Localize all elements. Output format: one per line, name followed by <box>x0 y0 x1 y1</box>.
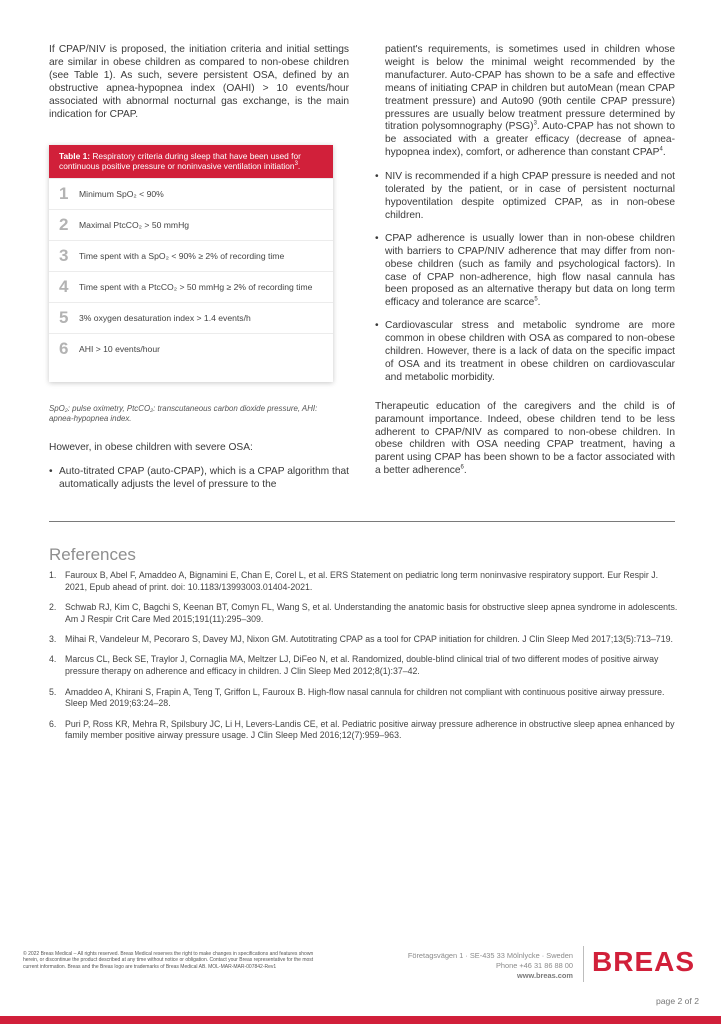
breas-logo: BREAS <box>592 946 696 977</box>
bullet-cardiovascular: • Cardiovascular stress and metabolic syndrome are more common in obese children with OSA as compared to non-obese children. However, there is a lack of data on the specific impact of OSA and its treatment in obese children on cardiovascular and metabolic morbidity. <box>375 320 675 385</box>
footer-website-link[interactable]: www.breas.com <box>517 971 573 980</box>
footer-contact <box>408 951 573 981</box>
bullet-list <box>49 466 349 492</box>
row-text: AHI > 10 events/hour <box>79 344 160 354</box>
table-title-text: Respiratory criteria during sleep that have been used for continuous positive pressure or noninvasive ventilation initiation <box>59 151 301 172</box>
reference-text: Marcus CL, Beck SE, Traylor J, Cornaglia MA, Meltzer LJ, DiFeo N, et al. Randomized, double-blind clinical trial of two different modes of positive airway pressure therapy on adherence and efficacy in children. J Clin Sleep Med 2012;8(1):37–42. <box>65 654 659 677</box>
reference-number: 2. <box>49 602 57 613</box>
citation-ref: 3 <box>533 121 537 128</box>
footer-legal-text: © 2022 Breas Medical – All rights reserved. Breas Medical reserves the right to make changes in specifications and features shown herein, or discontinue the product described at any time without notice or obligation. Contact your Breas representative for the most current information. Breas and the Breas logo are trademarks of Breas Medical AB. MOL-MAR-MAR-007842-Rev1 <box>23 951 314 970</box>
row-number: 6 <box>59 339 69 358</box>
row-number: 5 <box>59 308 69 327</box>
bullet-niv: • NIV is recommended if a high CPAP pressure is needed and not tolerated by the patient, or in case of persistent nocturnal hypoventilation despite optimized CPAP, as in non-obese children. <box>375 171 675 223</box>
bullet-text: patient's requirements, is sometimes used in children whose weight is below the minimal weight recommended by the manufacturer. Auto-CPAP has shown to be a safe and effective means of initiating CPAP in children but autoMean (mean CPAP treatment pressure) and Auto90 (90th centile CPAP pressure) pressures are usually below treatment pressure determined by titration polysomnography (PSG) <box>385 44 675 133</box>
reference-item <box>49 602 679 626</box>
closing-text: . <box>463 465 467 477</box>
row-number: 1 <box>59 184 69 203</box>
bullet-list <box>375 171 675 385</box>
row-text: 3% oxygen desaturation index > 1.4 events/h <box>79 313 251 323</box>
row-text: Time spent with a PtcCO₂ > 50 mmHg ≥ 2% of recording time <box>79 282 313 292</box>
footer-divider <box>583 946 584 982</box>
table-title: Table 1: Respiratory criteria during sleep that have been used for continuous positive pressure or noninvasive ventilation initiation$^3$. <box>49 145 333 178</box>
table-row <box>49 209 333 240</box>
bullet-text: . <box>537 297 541 309</box>
reference-item <box>49 687 679 711</box>
reference-text: Fauroux B, Abel F, Amaddeo A, Bignamini E, Chan E, Corel L, et al. ERS Statement on pediatric long term noninvasive respiratory support. Eur Respir J. 2021, Epub ahead of print. doi: 10.1183/13993003.01404-2021. <box>65 570 659 592</box>
table-title-ref: 3 <box>294 161 298 168</box>
reference-item <box>49 634 679 646</box>
closing-paragraph <box>375 401 675 478</box>
reference-text: Schwab RJ, Kim C, Bagchi S, Keenan BT, Comyn FL, Wang S, et al. Understanding the anatomic basis for obstructive sleep apnea syndrome in adolescents. Am J Respir Crit Care Med 2015;191(11):295–309. <box>65 602 678 624</box>
reference-item <box>49 654 679 678</box>
table-row <box>49 240 333 271</box>
obese-severe-intro: However, in obese children with severe OSA: <box>49 442 253 453</box>
row-text: Maximal PtcCO₂ > 50 mmHg <box>79 220 190 230</box>
row-text: Minimum SpO₂ < 90% <box>79 189 164 199</box>
left-column-lower <box>49 442 349 502</box>
row-number: 2 <box>59 215 69 234</box>
reference-text: Puri P, Ross KR, Mehra R, Spilsbury JC, Li H, Levers-Landis CE, et al. Pediatric positive airway pressure adherence in obstructive sleep apnea enhanced by family member positive airway pressure usage. J Clin Sleep Med 2016;12(7):959–963. <box>65 718 675 741</box>
bullet-adherence <box>375 233 675 310</box>
table-footnote: SpO₂: pulse oximetry, PtcCO₂: transcutaneous carbon dioxide pressure, AHI: apnea-hypopnea index. <box>49 404 318 423</box>
citation-ref: 5 <box>534 296 538 303</box>
citation-ref: 6 <box>460 464 464 471</box>
bullet-text: CPAP adherence is usually lower than in non-obese children with barriers to CPAP/NIV adherence that may differ from non-obese children (such as family and psychological factors). In case of CPAP non-adherence, high flow nasal cannula has been proposed as an alternative therapy but data on long term efficacy and tolerance are scarce <box>385 232 675 309</box>
table-row <box>49 302 333 333</box>
table-row <box>49 333 333 364</box>
reference-number: 4. <box>49 654 57 665</box>
bullet-text: . <box>662 147 666 159</box>
page-number: page 2 of 2 <box>655 996 699 1006</box>
references-list <box>49 570 679 751</box>
reference-number: 6. <box>49 718 57 729</box>
bullet-text: . Auto-CPAP has not shown to be associated with a greater efficacy (decrease of apnea-hypopnea index), comfort, or adherence than constant CPAP <box>385 121 675 159</box>
intro-paragraph: If CPAP/NIV is proposed, the initiation criteria and initial settings are similar in obese children as compared to non-obese children (see Table 1). As such, severe persistent OSA, defined by an obstructive apnea-hypopnea index (OAHI) > 10 events/hour associated with abnormal nocturnal gas exchange, is the main indication for CPAP. <box>49 44 349 120</box>
section-divider <box>49 521 675 522</box>
table-row <box>49 271 333 302</box>
row-number: 4 <box>59 277 69 296</box>
reference-text: Amaddeo A, Khirani S, Frapin A, Teng T, Griffon L, Fauroux B. High-flow nasal cannula for children not compliant with continuous positive airway pressure. Sleep Med 2019;63:24–28. <box>65 686 665 709</box>
table-title-label: Table 1: <box>59 151 91 161</box>
footer-phone: Phone +46 31 86 88 00 <box>495 961 573 970</box>
left-column <box>49 44 349 132</box>
reference-item <box>49 570 679 594</box>
bottom-accent-bar <box>0 1016 721 1024</box>
reference-number: 3. <box>49 634 57 645</box>
bullet-auto-cpap-continued <box>375 44 675 160</box>
reference-number: 5. <box>49 686 57 697</box>
row-text: Time spent with a SpO₂ < 90% ≥ 2% of recording time <box>79 251 285 261</box>
closing-text: Therapeutic education of the caregivers and the child is of paramount importance. Indeed, obese children tend to be less adherent to CPAP/NIV as compared to non-obese children. In obese children with OSA needing CPAP treatment, having a parent using CPAP has been shown to be a factor associated with a better adherence <box>375 400 675 477</box>
bullet-auto-cpap: • Auto-titrated CPAP (auto-CPAP), which is a CPAP algorithm that automatically adjusts the level of pressure to the <box>49 466 349 492</box>
citation-ref: 4 <box>659 146 663 153</box>
footer-address: Företagsvägen 1 · SE-435 33 Mölnlycke · Sweden <box>407 951 573 960</box>
reference-number: 1. <box>49 570 57 580</box>
right-column <box>375 44 675 489</box>
references-title: References <box>49 545 136 564</box>
table-1 <box>49 145 333 382</box>
row-number: 3 <box>59 246 69 265</box>
table-row <box>49 178 333 209</box>
reference-text: Mihai R, Vandeleur M, Pecoraro S, Davey MJ, Nixon GM. Autotitrating CPAP as a tool for CPAP initiation for children. J Clin Sleep Med 2017;13(5):713–719. <box>65 634 673 645</box>
reference-item <box>49 719 679 743</box>
